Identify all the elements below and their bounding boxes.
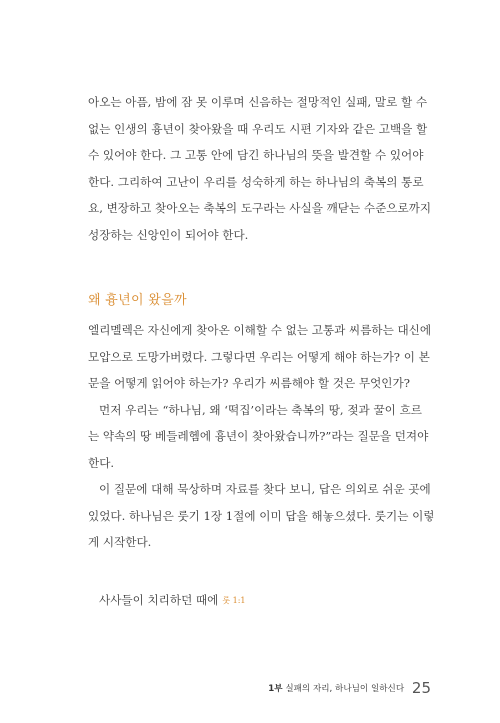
quote-text: 사사들이 치리하던 때에 [99, 593, 219, 607]
text-line: 문을 어떻게 읽어야 하는가? 우리가 씨름해야 할 것은 무엇인가? [88, 376, 410, 390]
text-line: 없는 인생의 흉년이 찾아왔을 때 우리도 시편 기자와 같은 고백을 할 [88, 121, 428, 136]
text-line: 엘리멜렉은 자신에게 찾아온 이해할 수 없는 고통과 씨름하는 대신에 [88, 323, 432, 337]
scripture-quote [99, 592, 246, 608]
text-line: 요, 변장하고 찾아오는 축복의 도구라는 사실을 깨닫는 수준으로까지 [88, 201, 432, 215]
paragraph-section-2 [88, 317, 435, 556]
footer-part-label: 1부 [268, 684, 283, 694]
text-line: 게 시작한다. [88, 535, 152, 549]
text-line: 먼저 우리는 “하나님, 왜 ‘떡집’이라는 축복의 땅, 젖과 꿀이 흐르 [99, 402, 422, 417]
text-line: 는 약속의 땅 베들레헴에 흉년이 찾아왔습니까?”라는 질문을 던져야 [88, 429, 429, 443]
footer-chapter-title: 실패의 자리, 하나님이 일하신다 [285, 684, 405, 694]
text-line: 성장하는 신앙인이 되어야 한다. [88, 227, 249, 242]
text-line: 수 있어야 한다. 그 고통 안에 담긴 하나님의 뜻을 발견할 수 있어야 [88, 148, 424, 162]
scripture-reference: 룻 1:1 [222, 596, 246, 605]
paragraph-section-1 [88, 89, 432, 248]
section-heading: 왜 흉년이 왔을까 [88, 293, 187, 308]
text-line: 모압으로 도망가버렸다. 그렇다면 우리는 어떻게 해야 하는가? 이 본 [88, 349, 430, 364]
text-line: 한다. 그리하여 고난이 우리를 성숙하게 하는 하나님의 축복의 통로 [88, 174, 424, 189]
text-line: 이 질문에 대해 묵상하며 자료를 찾다 보니, 답은 의외로 쉬운 곳에 [99, 482, 431, 496]
text-line: 아오는 아픔, 밤에 잠 못 이루며 신음하는 절망적인 실패, 말로 할 수 [88, 95, 428, 109]
text-line: 한다. [88, 455, 115, 470]
page-number: 25 [411, 679, 431, 697]
page-footer [268, 679, 431, 697]
text-line: 있었다. 하나님은 룻기 1장 1절에 이미 답을 해놓으셨다. 룻기는 이렇 [88, 508, 435, 523]
